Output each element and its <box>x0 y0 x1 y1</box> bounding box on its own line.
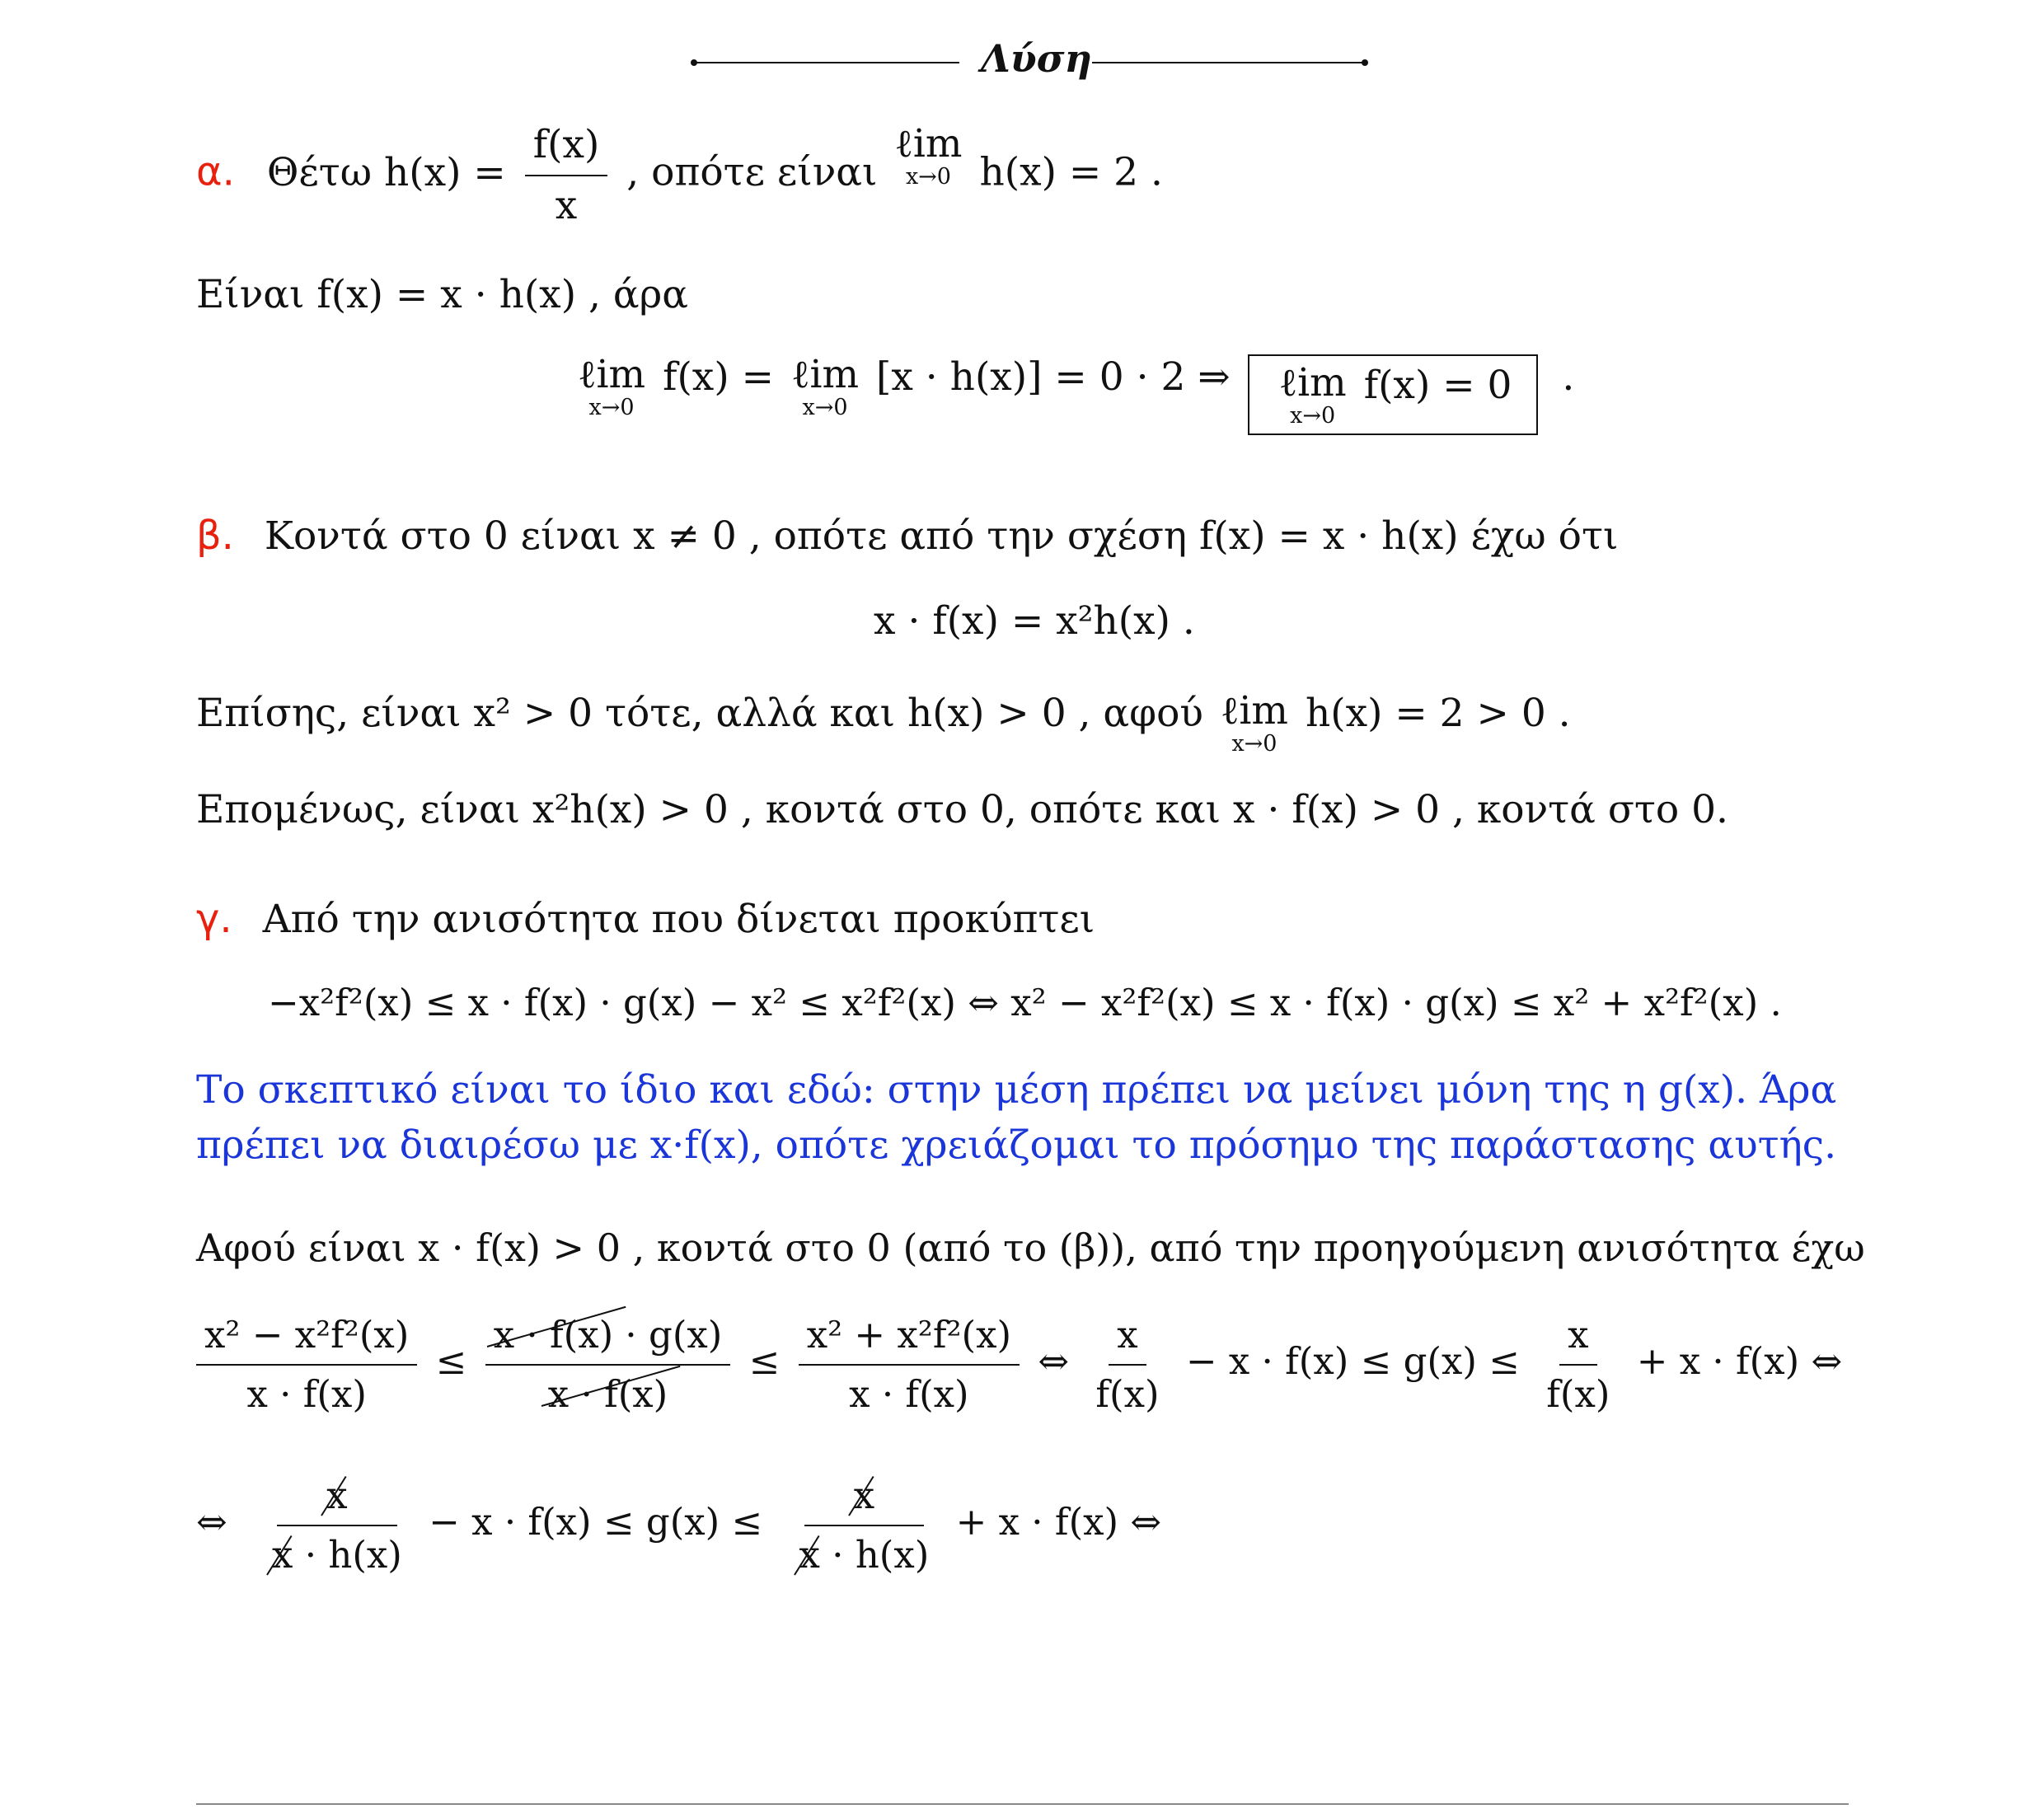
part-b-line-4: Επομένως, είναι x²h(x) > 0 , κοντά στο 0, οπότε και x · f(x) > 0 , κοντά στο 0. <box>196 787 1728 832</box>
note-line-1: Το σκεπτικό είναι το ίδιο και εδώ: στην μέση πρέπει να μείνει μόνη της η g(x). Άρα <box>196 1067 1837 1113</box>
part-c-line-1: γ. Από την ανισότητα που δίνεται προκύπτει <box>196 896 1095 942</box>
part-b-label: β. <box>196 513 234 559</box>
part-c-inequality: −x²f²(x) ≤ x · f(x) · g(x) − x² ≤ x²f²(x) ⇔ x² − x²f²(x) ≤ x · f(x) · g(x) ≤ x² + x²f²(x) . <box>268 981 1782 1024</box>
part-b-line-1: β. Κοντά στο 0 είναι x ≠ 0 , οπότε από την σχέση f(x) = x · h(x) έχω ότι <box>196 513 1619 559</box>
fraction-inequality-1: $\frac{\text{x² − x²f²(x)}}{x \cdot f(x)}$ ≤ x · f(x) · g(x) x · f(x) ≤ $\frac{\text{x² + x²f²(x)}}{x \cdot f(x)}$ ⇔ $\frac{x}{f(x)}$ − x · f(x) ≤ g(x) ≤ $\frac{x}{f(x)}$ + x · f(x) ⇔ <box>196 1315 1842 1414</box>
note-line-2: πρέπει να διαιρέσω με x·f(x), οπότε χρειάζομαι το πρόσημο της παράστασης αυτής. <box>196 1122 1837 1168</box>
part-a-label: α. <box>196 148 235 195</box>
part-a-intro: Θέτω h(x) = <box>266 149 506 195</box>
part-b-line-3: Επίσης, είναι x² > 0 τότε, αλλά και h(x) > 0 , αφού ℓim x→0 h(x) = 2 > 0 . <box>196 688 1571 757</box>
fraction-inequality-2: ⇔ x x · h(x) − x · f(x) ≤ g(x) ≤ x x · h(x) + x · f(x) ⇔ <box>196 1474 1162 1577</box>
cancelled-term: x <box>326 1475 347 1516</box>
part-a-limit-equation: ℓim x→0 f(x) = ℓim x→0 [x · h(x)] = 0 · 2 ⇒ ℓim x→0 f(x) = 0 . <box>573 354 1574 435</box>
part-a-line-2: Είναι f(x) = x · h(x) , άρα <box>196 272 688 317</box>
part-b-line-2: x · f(x) = x²h(x) . <box>874 598 1195 644</box>
h-definition-fraction: $\frac{f(x)}{x}$ <box>525 124 608 227</box>
cancelled-term: x <box>854 1475 874 1516</box>
footer-rule <box>196 1803 1849 1805</box>
cancelled-term: x <box>799 1535 820 1576</box>
cancelled-term: x · f(x) <box>548 1374 668 1415</box>
page-title: Λύση <box>981 36 1092 81</box>
part-c-line-3: Αφού είναι x · f(x) > 0 , κοντά στο 0 (από το (β)), από την προηγούμενη ανισότητα έχω <box>196 1226 1865 1270</box>
limit-operator: ℓim x→0 <box>894 121 963 190</box>
part-c-label: γ. <box>196 896 232 942</box>
part-a-line-1: α. Θέτω h(x) = $\frac{f(x)}{x}$ , οπότε είναι ℓim x→0 h(x) = 2 . <box>196 121 1163 228</box>
boxed-result: ℓim x→0 f(x) = 0 <box>1248 354 1539 435</box>
cancelled-term: x <box>272 1535 293 1576</box>
cancelled-term: x · f(x) <box>494 1315 613 1356</box>
